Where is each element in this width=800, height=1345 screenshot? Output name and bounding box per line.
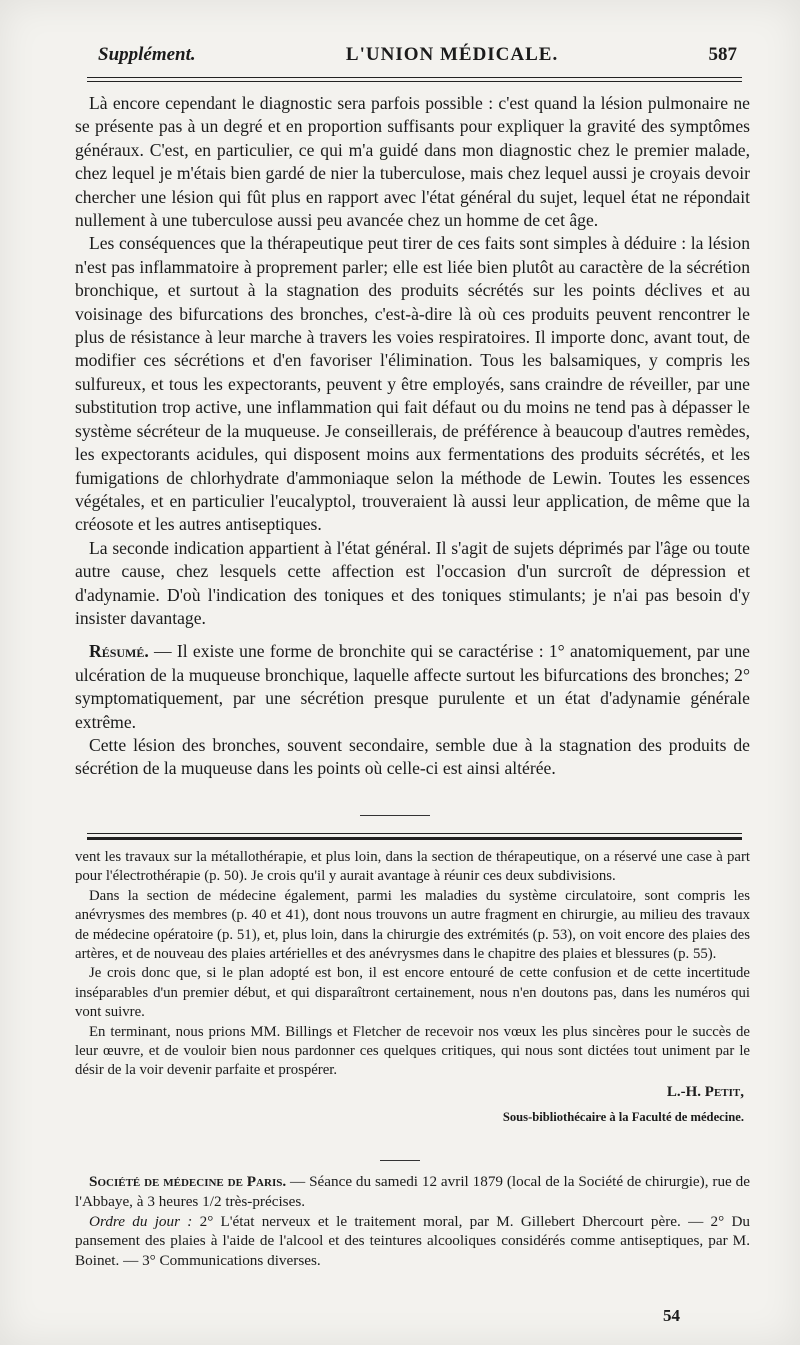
page-number: 587: [708, 44, 737, 65]
signature-block: [75, 1083, 750, 1128]
notice-rule: [380, 1160, 420, 1161]
signature-name: L.-H. Petit,: [666, 1083, 744, 1100]
resume-text: — Il existe une forme de bronchite qui se caractérise : 1° anatomiquement, par une ulcération de la muqueuse bronchique, laquelle affecte surtout les bifurcations des bronches; 2° symptomatiquement, par une sécrétion presque purulente et un état d'adynamie générale extrême.: [75, 641, 750, 732]
paragraph-closing: Cette lésion des bronches, souvent secondaire, semble due à la stagnation des produits de sécrétion de la muqueuse dans les points où celle-ci est ainsi altérée.: [75, 734, 750, 779]
signature-mark: 54: [663, 1306, 680, 1325]
paragraph-resume: [75, 640, 750, 734]
resume-label: Résumé.: [89, 641, 149, 662]
review-paragraph: Je crois donc que, si le plan adopté est bon, il est encore entouré de cette confusion et de cette incertitude inséparables d'un premier début, et qui disparaîtront certainement, nous n'en doutons pas, dans les numéros qui vont suivre.: [75, 965, 750, 1021]
agenda-text: 2° L'état nerveux et le traitement moral, par M. Gillebert Dhercourt père. — 2° Du pansement des plaies à l'aide de l'alcool et des teintures alcooliques considérés comme antiseptiques, par M. Boinet. — 3° Communications diverses.: [75, 1212, 751, 1270]
header-rule-2: [87, 81, 742, 82]
paragraph-therapeutics: Les conséquences que la thérapeutique peut tirer de ces faits sont simples à déduire : la lésion n'est pas inflammatoire à proprement parler; elle est liée bien plutôt au caractère de la sécrétion bronchique, et surtout à la stagnation des produits sécrétés sur les points déclives et au voisinage des bifurcations des bronches, c'est-à-dire là où ces produits peuvent rencontrer le plus de résistance à leur marche à travers les voies respiratoires. Il importe donc, avant tout, de modifier ces sécrétions et d'en favoriser l'élimination. Tous les balsamiques, y compris les sulfureux, et tous les expectorants, peuvent y être employés, sans craindre de réveiller, par une substitution trop active, une inflammation qui fait défaut ou du moins ne tend pas à dépasser le système sécréteur de la muqueuse. Je conseillerais, de préférence à beaucoup d'autres remèdes, les expectorants acidules, qui disposent moins aux fermentations des produits sécrétés, et les fumigations de chlorhydrate d'ammoniaque selon la méthode de Lewin. Toutes les essences végétales, et en particulier l'eucalyptol, trouveraient là aussi leur application, de même que la créosote et les autres antiseptiques.: [75, 233, 750, 535]
review-paragraph: Dans la section de médecine également, parmi les maladies du système circulatoire, sont compris les anévrysmes des membres (p. 40 et 41), dont nous trouvons un autre fragment en chirurgie, au milieu des travaux de médecine opératoire (p. 51), et, plus loin, dans la chirurgie des extrémités (p. 53), on voit encore des plaies des artères, et de nouveau des plaies artérielles et des anévrysmes dans le chapitre des plaies et blessures (p. 55).: [75, 887, 750, 963]
paragraph-general-state: La seconde indication appartient à l'état général. Il s'agit de sujets déprimés par l'âge ou toute autre cause, chez lesquels cette affection est l'occasion d'un surcroît de dépression et d'adynamie. D'où l'indication des toniques et des toniques stimulants; je n'ai pas besoin d'y insister davantage.: [75, 537, 750, 628]
running-header: [98, 44, 737, 66]
header-rule: [87, 77, 742, 78]
agenda-label: Ordre du jour :: [89, 1212, 193, 1230]
header-section: Supplément.: [98, 44, 196, 65]
section-rule-thick: [87, 837, 742, 840]
society-session-text: — Séance du samedi 12 avril 1879 (local de la Société de chirurgie), rue de l'Abbaye, à 3 heures 1/2 très-précises.: [75, 1173, 750, 1210]
society-name: Société de médecine de Paris.: [89, 1173, 287, 1190]
review-paragraph: vent les travaux sur la métallothérapie, et plus loin, dans la section de thérapeutique, on a réservé une case à part pour l'électrothérapie (p. 50). Je crois qu'il y aurait avantage à réunir ces deux subdivisions.: [75, 849, 750, 885]
journal-title: L'UNION MÉDICALE.: [345, 44, 559, 65]
main-article: [75, 92, 750, 781]
society-session: [75, 1172, 750, 1212]
society-notice: [75, 1172, 750, 1271]
signature-role: Sous-bibliothécaire à la Faculté de médecine.: [502, 1110, 744, 1125]
review-paragraph: En terminant, nous prions MM. Billings et Fletcher de recevoir nos vœux les plus sincères pour le succès de leur œuvre, et de vouloir bien nous pardonner ces quelques critiques, qui nous sont dictées tout uniment par le désir de la voir devenir parfaite et prospérer.: [75, 1023, 750, 1079]
paragraph-diagnosis: Là encore cependant le diagnostic sera parfois possible : c'est quand la lésion pulmonaire ne se présente pas à un degré et en proportion suffisants pour expliquer la gravité des symptômes généraux. C'est, en particulier, ce qui m'a guidé dans mon diagnostic chez le premier malade, chez lequel je m'étais bien gardé de nier la tuberculose, mais chez lequel aussi je croyais devoir chercher une lésion qui fût plus en rapport avec l'état général du sujet, lequel état ne répondait nullement à une tuberculose aussi peu avancée chez un homme de cet âge.: [75, 93, 750, 231]
section-rule: [87, 833, 742, 834]
review-section: [75, 848, 750, 1128]
article-end-rule: [360, 815, 430, 816]
society-agenda: [75, 1212, 750, 1271]
